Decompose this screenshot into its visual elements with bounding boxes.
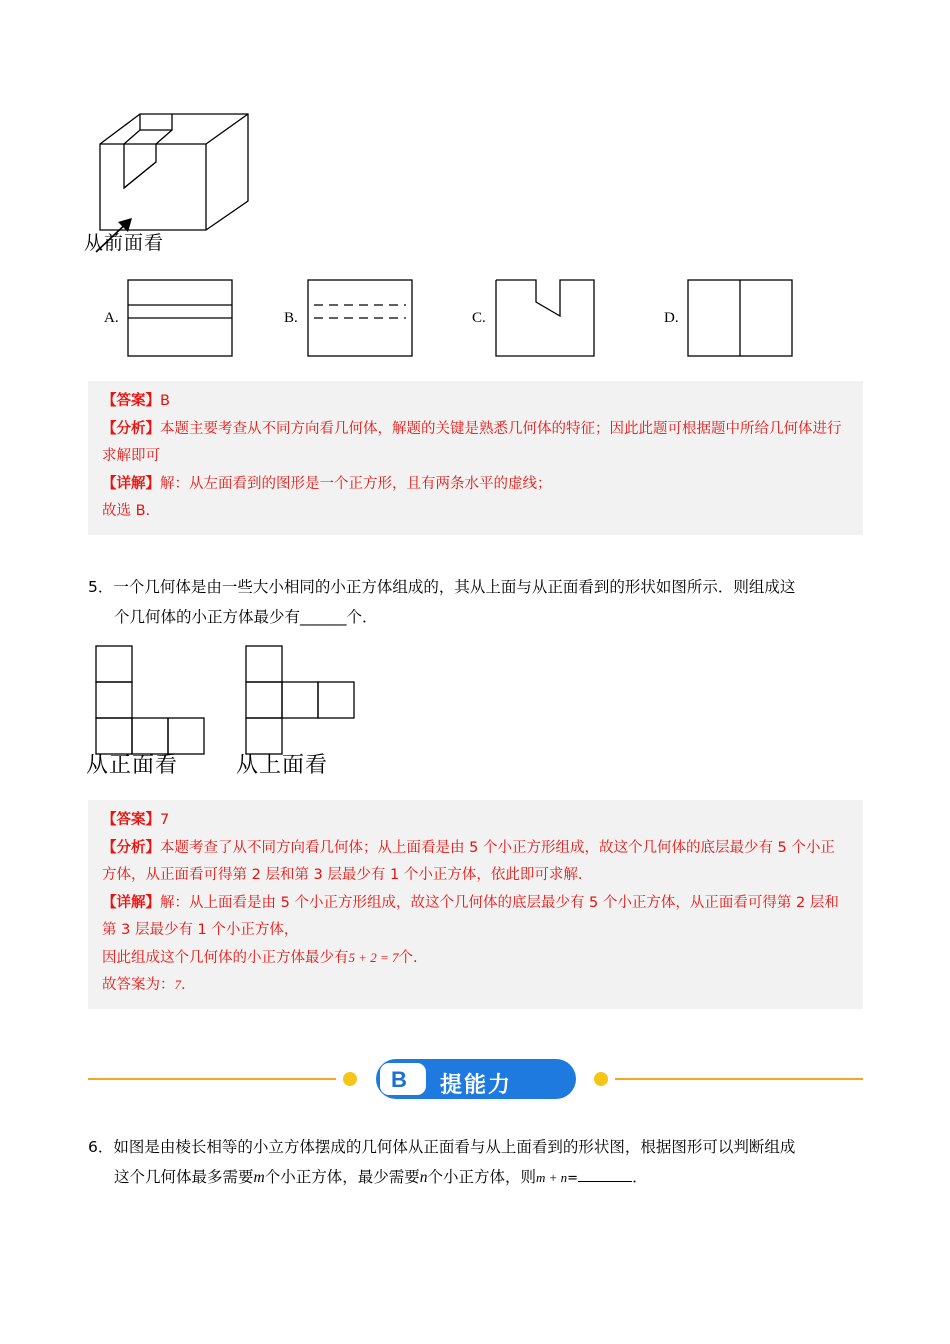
q6-line2-a: 这个几何体最多需要 [114, 1168, 254, 1187]
q5-line1: 一个几何体是由一些大小相同的小正方体组成的，其从上面与从正面看到的形状如图所示．则组成这 [113, 578, 796, 596]
answer-line [102, 807, 849, 835]
section-banner-b [88, 1056, 863, 1102]
q6-line2-b: 个小正方体，最少需要 [264, 1168, 420, 1187]
q6-expr: m + n [536, 1170, 568, 1186]
analysis-line [102, 835, 849, 890]
analysis-text: 本题主要考查从不同方向看几何体，解题的关键是熟悉几何体的特征；因此此题可根据题中所给几何体进行求解即可 [102, 420, 842, 465]
question-5-text [88, 572, 878, 632]
option-c-letter: C. [472, 310, 486, 326]
q6-line1: 如图是由棱长相等的小立方体摆成的几何体从正面看与从上面看到的形状图，根据图形可以判断组成 [113, 1138, 796, 1156]
banner-label: 提能力 [440, 1073, 513, 1098]
option-d-letter: D. [664, 310, 679, 326]
answer-value: B [160, 393, 170, 409]
detail-line [102, 471, 849, 499]
front-view-label: 从前面看 [84, 232, 165, 254]
answer-box-q4 [88, 381, 863, 535]
detail-text-1: 解：从上面看是由 5 个小正方形组成，故这个几何体的底层最少有 5 个小正方体，从正面看可得第 2 层和第 3 层最少有 1 个小正方体， [102, 894, 839, 939]
conclusion-prefix: 故答案为： [102, 977, 175, 994]
option-b-letter: B. [284, 310, 298, 326]
answer-label: 【答案】 [102, 393, 160, 409]
conclusion-line [102, 498, 849, 526]
question-6-text [88, 1132, 878, 1193]
option-a-letter: A. [104, 310, 119, 326]
q6-equals: = [567, 1171, 579, 1187]
q6-number: 6． [88, 1138, 114, 1156]
option-c-figure [490, 272, 606, 369]
answer-label: 【答案】 [102, 812, 160, 828]
conclusion-line [102, 972, 849, 1000]
q6-answer-blank [578, 1181, 632, 1182]
detail-label: 【详解】 [102, 475, 160, 492]
answer-box-q5 [88, 800, 863, 1009]
detail-label: 【详解】 [102, 894, 160, 911]
option-b-figure [302, 272, 418, 369]
analysis-line [102, 416, 849, 471]
q6-var-m: m [253, 1169, 265, 1187]
analysis-label: 【分析】 [102, 420, 160, 437]
detail-line [102, 890, 849, 945]
analysis-label: 【分析】 [102, 839, 160, 856]
detail-formula: 5 + 2 = 7 [348, 949, 399, 965]
q6-line2-end: ． [632, 1168, 648, 1187]
analysis-text: 本题考查了从不同方向看几何体；从上面看是由 5 个小正方形组成，故这个几何体的底层最少有 5 个小正方体，从正面看可得第 2 层和第 3 层最少有 1 个小正方体，依此即可求解. [102, 839, 835, 884]
q5-line2: 个几何体的小正方体最少有______个． [114, 608, 378, 627]
conclusion-text: 故选 B. [102, 503, 151, 520]
detail-text-2-suffix: 个. [398, 949, 418, 966]
conclusion-value: 7 [174, 977, 181, 993]
q6-var-n: n [419, 1169, 428, 1187]
detail-text-2-prefix: 因此组成这个几何体的小正方体最少有 [102, 949, 349, 966]
option-d-figure [682, 272, 798, 369]
option-row-q4 [104, 272, 884, 364]
q5-number: 5． [88, 578, 114, 596]
banner-badge: B [391, 1067, 407, 1092]
q6-line2-c: 个小正方体，则 [427, 1168, 536, 1187]
answer-value: 7 [160, 812, 170, 828]
detail-text: 解：从左面看到的图形是一个正方形，且有两条水平的虚线； [160, 475, 552, 492]
option-a-figure [122, 272, 238, 369]
q5-caption-front: 从正面看 [86, 753, 179, 778]
answer-line [102, 388, 849, 416]
detail-line-2 [102, 945, 849, 973]
conclusion-suffix: ． [181, 977, 196, 994]
q5-caption-top: 从上面看 [236, 753, 329, 778]
